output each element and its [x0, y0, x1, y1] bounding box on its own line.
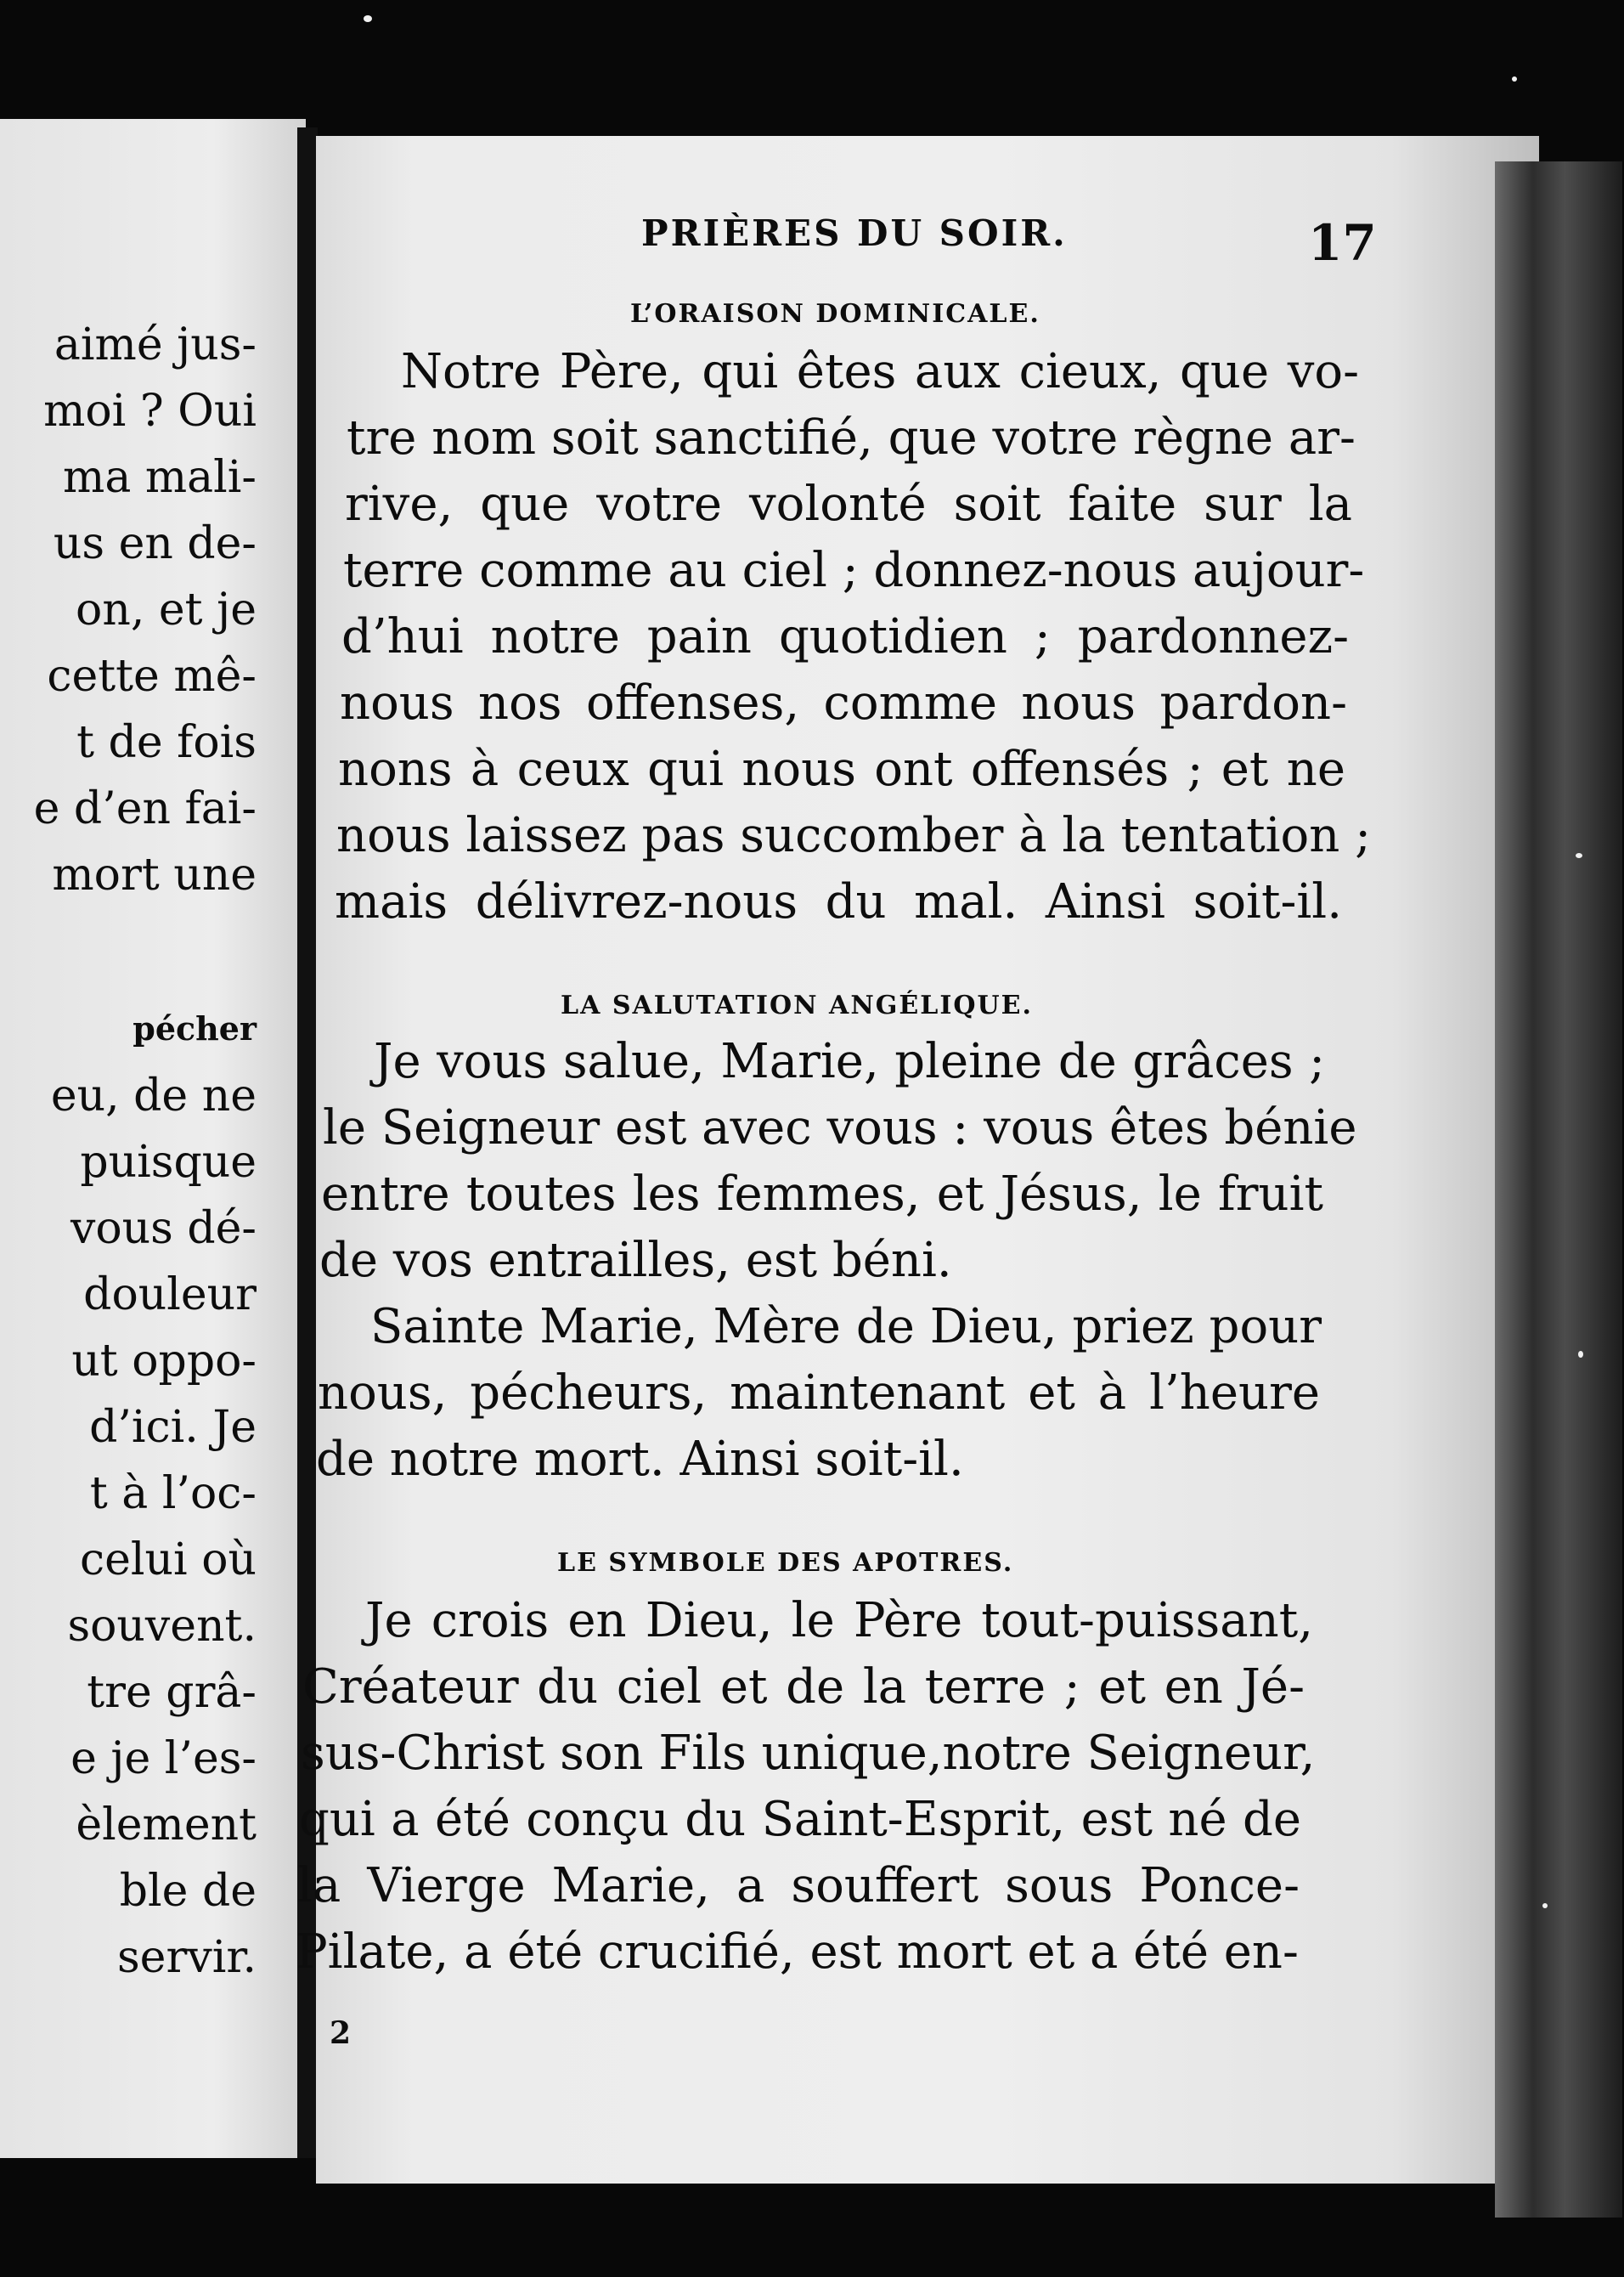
body-line: nons à ceux qui nous ont offensés ; et ne — [338, 742, 1345, 797]
left-line: e d’en fai- — [33, 783, 257, 834]
left-line: mort une — [52, 850, 257, 901]
left-line: ble de — [119, 1866, 257, 1917]
left-line: celui où — [80, 1534, 257, 1585]
left-line: ma mali- — [63, 452, 257, 503]
scan-speck — [1512, 76, 1517, 82]
body-line: Notre Père, qui êtes aux cieux, que vo- — [401, 344, 1359, 399]
section-title: L’ORAISON DOMINICALE. — [630, 299, 1040, 329]
section-title: LA SALUTATION ANGÉLIQUE. — [561, 991, 1033, 1020]
body-line: Je crois en Dieu, le Père tout-puissant, — [365, 1593, 1313, 1648]
body-line: Sainte Marie, Mère de Dieu, priez pour — [370, 1299, 1322, 1354]
left-line: cette mê- — [47, 651, 257, 702]
scan-speck — [1576, 853, 1582, 858]
body-line: qui a été conçu du Saint-Esprit, est né de — [299, 1792, 1301, 1847]
body-line: d’hui notre pain quotidien ; pardonnez- — [341, 609, 1349, 664]
body-line: nous laissez pas succomber à la tentation ; — [336, 808, 1371, 863]
body-line: Pilate, a été crucifié, est mort et a été en- — [296, 1924, 1299, 1980]
left-line: d’ici. Je — [89, 1402, 257, 1453]
body-line: terre comme au ciel ; donnez-nous aujour- — [343, 543, 1365, 598]
scan-speck — [1542, 1903, 1548, 1908]
body-line: sus-Christ son Fils unique,notre Seigneur, — [301, 1726, 1316, 1781]
body-line: Créateur du ciel et de la terre ; et en Jé- — [302, 1659, 1305, 1715]
signature-mark: 2 — [330, 2015, 352, 2051]
left-line: t à l’oc- — [89, 1468, 257, 1519]
body-line: Je vous salue, Marie, pleine de grâces ; — [374, 1034, 1325, 1089]
body-line: entre toutes les femmes, et Jésus, le fruit — [321, 1167, 1323, 1222]
left-line: pécher — [133, 1009, 257, 1048]
page-number: 17 — [1308, 214, 1377, 272]
left-page — [0, 119, 306, 2158]
left-line: moi ? Oui — [43, 386, 257, 437]
left-line: douleur — [83, 1269, 257, 1320]
body-line: nous, pécheurs, maintenant et à l’heure — [318, 1365, 1320, 1421]
book-gutter — [297, 127, 318, 2158]
left-line: ut oppo- — [71, 1336, 257, 1387]
left-line: souvent. — [67, 1601, 257, 1652]
section-title: LE SYMBOLE DES APOTRES. — [557, 1548, 1014, 1578]
body-line: de notre mort. Ainsi soit-il. — [316, 1432, 964, 1487]
left-line: e je l’es- — [70, 1733, 257, 1784]
left-line: aimé jus- — [54, 319, 257, 370]
book-edge — [1495, 161, 1622, 2218]
left-line: t de fois — [76, 717, 257, 768]
body-line: le Seigneur est avec vous : vous êtes bénie — [323, 1100, 1357, 1155]
running-head: PRIÈRES DU SOIR. — [641, 212, 1068, 254]
left-line: servir. — [117, 1932, 257, 1983]
scan-speck — [364, 15, 372, 22]
scan-speck — [1578, 1351, 1583, 1358]
body-line: rive, que votre volonté soit faite sur la — [345, 477, 1352, 532]
body-line: la Vierge Marie, a souffert sous Ponce- — [297, 1858, 1300, 1913]
left-line: èlement — [76, 1800, 257, 1850]
left-line: on, et je — [76, 585, 257, 636]
left-line: puisque — [80, 1137, 257, 1188]
body-line: tre nom soit sanctifié, que votre règne ar- — [347, 410, 1356, 466]
left-line: us en de- — [53, 518, 257, 569]
body-line: mais délivrez-nous du mal. Ainsi soit-il. — [335, 874, 1342, 929]
body-line: nous nos offenses, comme nous pardon- — [340, 675, 1347, 731]
left-line: tre grâ- — [87, 1667, 257, 1718]
left-line: vous dé- — [70, 1203, 257, 1254]
body-line: de vos entrailles, est béni. — [319, 1233, 952, 1288]
left-line: eu, de ne — [50, 1071, 257, 1122]
